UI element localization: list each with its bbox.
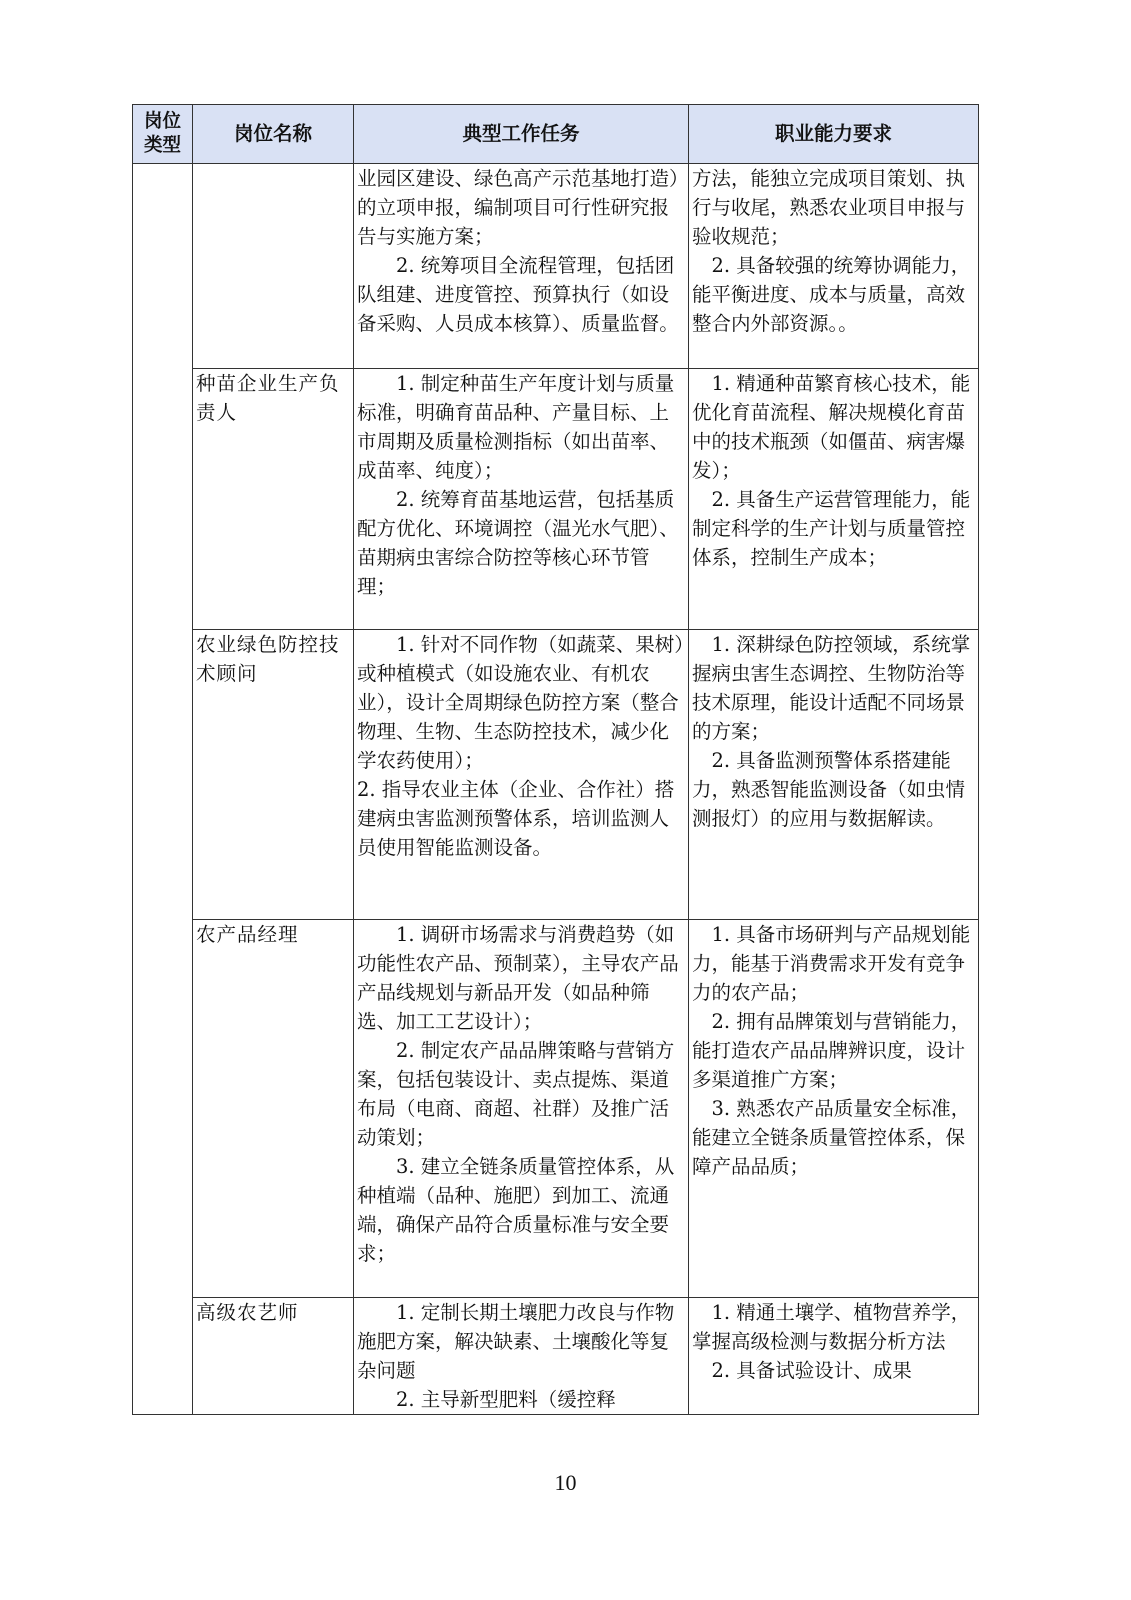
ability-paragraph: 1. 精通土壤学、植物营养学，掌握高级检测与数据分析方法 [692, 1301, 971, 1353]
task-paragraph: 2. 指导农业主体（企业、合作社）搭建病虫害监测预警体系，培训监测人员使用智能监测设备。 [357, 778, 675, 859]
task-paragraph: 2. 制定农产品品牌策略与营销方案，包括包装设计、卖点提炼、渠道布局（电商、商超、社群）及推广活动策划； [357, 1039, 675, 1149]
ability-paragraph: 2. 具备生产运营管理能力，能制定科学的生产计划与质量管控体系，控制生产成本； [692, 488, 971, 569]
table-row [133, 920, 979, 1298]
header-typical-tasks: 典型工作任务 [354, 105, 689, 164]
task-paragraph: 2. 统筹育苗基地运营，包括基质配方优化、环境调控（温光水气肥）、苗期病虫害综合防控等核心环节管理； [357, 488, 679, 598]
ability-paragraph: 方法，能独立完成项目策划、执行与收尾，熟悉农业项目申报与验收规范； [692, 167, 966, 248]
typical-tasks-cell [354, 1298, 689, 1415]
ability-paragraph: 2. 具备较强的统筹协调能力，能平衡进度、成本与质量，高效整合内外部资源。。 [692, 254, 971, 335]
typical-tasks-cell [354, 369, 689, 630]
typical-tasks-cell [354, 920, 689, 1298]
position-name-cell: 种苗企业生产负责人 [193, 369, 354, 630]
page-number: 10 [554, 1470, 577, 1495]
position-name-cell [193, 164, 354, 369]
task-paragraph: 1. 调研市场需求与消费趋势（如功能性农产品、预制菜），主导农产品产品线规划与新品开发（如品种筛选、加工工艺设计）； [357, 923, 679, 1033]
job-requirements-table [132, 104, 979, 1415]
task-paragraph: 1. 定制长期土壤肥力改良与作物施肥方案，解决缺素、土壤酸化等复杂问题 [357, 1301, 675, 1382]
ability-paragraph: 1. 具备市场研判与产品规划能力，能基于消费需求开发有竞争力的农产品； [692, 923, 971, 1004]
header-position-type-line2: 类型 [143, 135, 181, 156]
ability-paragraph: 1. 精通种苗繁育核心技术，能优化育苗流程、解决规模化育苗中的技术瓶颈（如僵苗、病害爆发）； [692, 372, 971, 482]
task-paragraph: 业园区建设、绿色高产示范基地打造）的立项申报，编制项目可行性研究报告与实施方案； [357, 167, 679, 248]
table-row [133, 1298, 979, 1415]
task-paragraph: 1. 针对不同作物（如蔬菜、果树）或种植模式（如设施农业、有机农业），设计全周期绿色防控方案（整合物理、生物、生态防控技术，减少化学农药使用）； [357, 633, 685, 772]
task-paragraph: 1. 制定种苗生产年度计划与质量标准，明确育苗品种、产量目标、上市周期及质量检测指标（如出苗率、成苗率、纯度）； [357, 372, 675, 482]
ability-requirements-cell [689, 920, 979, 1298]
task-paragraph: 2. 统筹项目全流程管理，包括团队组建、进度管控、预算执行（如设备采购、人员成本核算）、质量监督。 [357, 254, 679, 335]
table-row [133, 630, 979, 920]
ability-paragraph: 2. 具备监测预警体系搭建能力，熟悉智能监测设备（如虫情测报灯）的应用与数据解读。 [692, 749, 966, 830]
task-paragraph: 2. 主导新型肥料（缓控释 [396, 1388, 616, 1411]
table-header-row [133, 105, 979, 164]
ability-paragraph: 3. 熟悉农产品质量安全标准，能建立全链条质量管控体系，保障产品品质； [692, 1097, 971, 1178]
table-row [133, 164, 979, 369]
table-row [133, 369, 979, 630]
ability-requirements-cell [689, 1298, 979, 1415]
position-type-cell [133, 164, 193, 1415]
position-name-cell: 农业绿色防控技术顾问 [193, 630, 354, 920]
task-paragraph: 3. 建立全链条质量管控体系，从种植端（品种、施肥）到加工、流通端，确保产品符合质量标准与安全要求； [357, 1155, 675, 1265]
ability-requirements-cell [689, 630, 979, 920]
position-name-cell: 高级农艺师 [193, 1298, 354, 1415]
position-name-cell: 农产品经理 [193, 920, 354, 1298]
header-position-type-line1: 岗位 [143, 111, 181, 132]
header-ability-requirements: 职业能力要求 [689, 105, 979, 164]
ability-paragraph: 2. 拥有品牌策划与营销能力，能打造农产品品牌辨识度，设计多渠道推广方案； [692, 1010, 971, 1091]
header-position-name: 岗位名称 [193, 105, 354, 164]
ability-paragraph: 1. 深耕绿色防控领域，系统掌握病虫害生态调控、生物防治等技术原理，能设计适配不同场景的方案； [692, 633, 971, 743]
typical-tasks-cell [354, 164, 689, 369]
ability-requirements-cell [689, 369, 979, 630]
header-position-type [133, 105, 193, 164]
typical-tasks-cell [354, 630, 689, 920]
ability-paragraph: 2. 具备试验设计、成果 [711, 1359, 912, 1382]
ability-requirements-cell [689, 164, 979, 369]
